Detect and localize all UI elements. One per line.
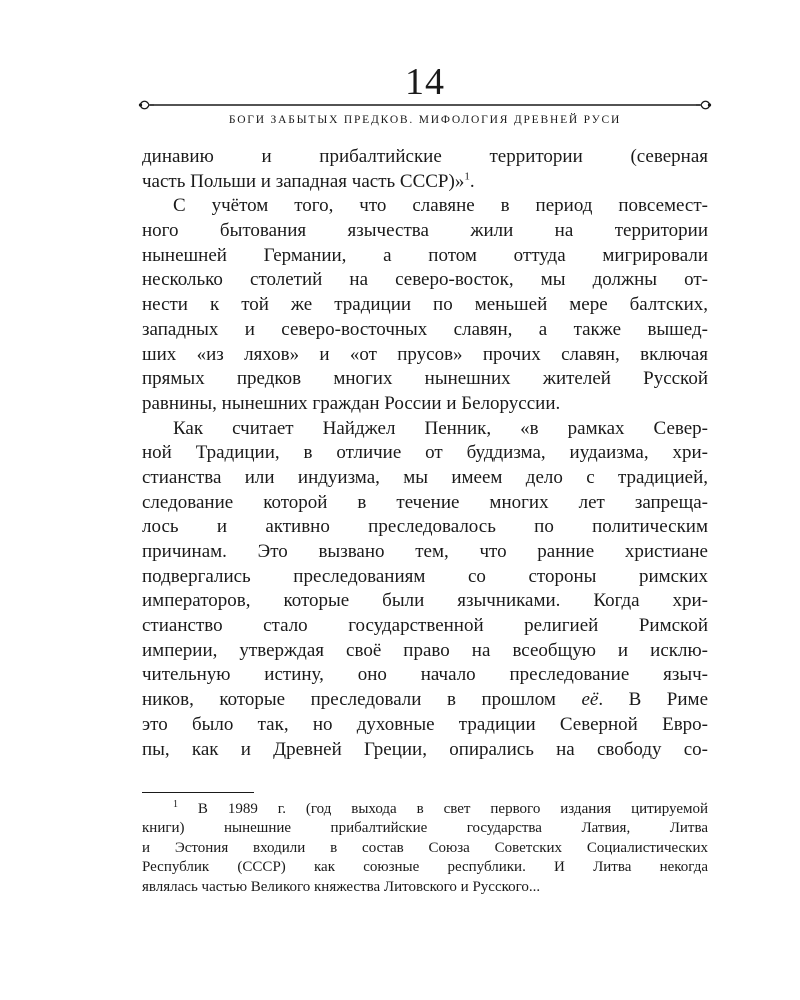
text-line: пы, как и Древней Греции, опирались на свободу со- [142, 738, 708, 760]
text-line: западных и северо-восточных славян, а также вышед- [142, 318, 708, 340]
text-line: следование которой в течение многих лет запреща- [142, 491, 708, 513]
text-line: нести к той же традиции по меньшей мере балтских, [142, 294, 708, 316]
emphasis-text: её [581, 689, 599, 711]
text-line: причинам. Это вызвано тем, что ранние христиане [142, 541, 708, 562]
text-line: ших «из ляхов» и «от прусов» прочих славян, включая [142, 343, 708, 365]
footnote-reference[interactable]: 1 [464, 170, 470, 183]
text-line: стианства или индуизма, мы имеем дело с традицией, [142, 466, 708, 488]
text-line: прямых предков многих нынешних жителей Русской [142, 368, 708, 390]
right-flourish-icon [696, 101, 711, 109]
text-line: чительную истину, оно начало преследование языч- [142, 664, 708, 686]
text-line: часть Польши и западная часть СССР)»$^1$. [142, 170, 475, 192]
body-text [142, 145, 708, 762]
footnote [142, 800, 708, 897]
text-line: нынешней Германии, а потом оттуда мигрировали [142, 244, 708, 266]
text-line: империи, утверждая своё право на всеобщую и исклю- [142, 639, 708, 661]
text-line: подвергались преследованиям со стороны римских [142, 565, 708, 587]
text-line: это было так, но духовные традиции Северной Евро- [142, 713, 708, 735]
text-line: Как считает Найджел Пенник, «в рамках Север- [173, 417, 708, 439]
text-line: несколько столетий на северо-восток, мы должны от- [142, 269, 708, 291]
page-number: 14 [405, 61, 445, 103]
text-line: лось и активно преследовалось по политическим [142, 516, 708, 538]
left-flourish-icon [140, 101, 155, 109]
text-line: динавию и прибалтийские территории (северная [142, 146, 708, 167]
footnote-line: $^1$ В 1989 г. (год выхода в свет первого издания цитируемой [173, 799, 709, 817]
text-line: ников, которые преследовали в прошлом её. В Риме [142, 689, 708, 711]
footnote-line: являлась частью Великого княжества Литовского и Русского... [142, 878, 541, 895]
text-line: ной Традиции, в отличие от буддизма, иудаизма, хри- [142, 442, 708, 464]
footnote-line: и Эстония входили в состав Союза Советских Социалистических [142, 839, 708, 856]
text-line: равнины, нынешних граждан России и Белоруссии. [142, 392, 561, 414]
footnote-divider [142, 792, 254, 793]
text-line: С учётом того, что славяне в период повсемест- [173, 195, 708, 217]
text-line: ного бытования язычества жили на территории [142, 220, 708, 242]
footnote-line: Республик (СССР) как союзные республики. И Литва некогда [142, 859, 708, 876]
footnote-marker: 1 [173, 799, 178, 810]
footnote-line: книги) нынешние прибалтийские государства Латвия, Литва [142, 820, 708, 837]
text-line: императоров, которые были язычниками. Когда хри- [142, 590, 708, 612]
running-head: БОГИ ЗАБЫТЫХ ПРЕДКОВ. МИФОЛОГИЯ ДРЕВНЕЙ РУСИ [228, 114, 622, 126]
text-line: стианство стало государственной религией Римской [142, 615, 708, 637]
